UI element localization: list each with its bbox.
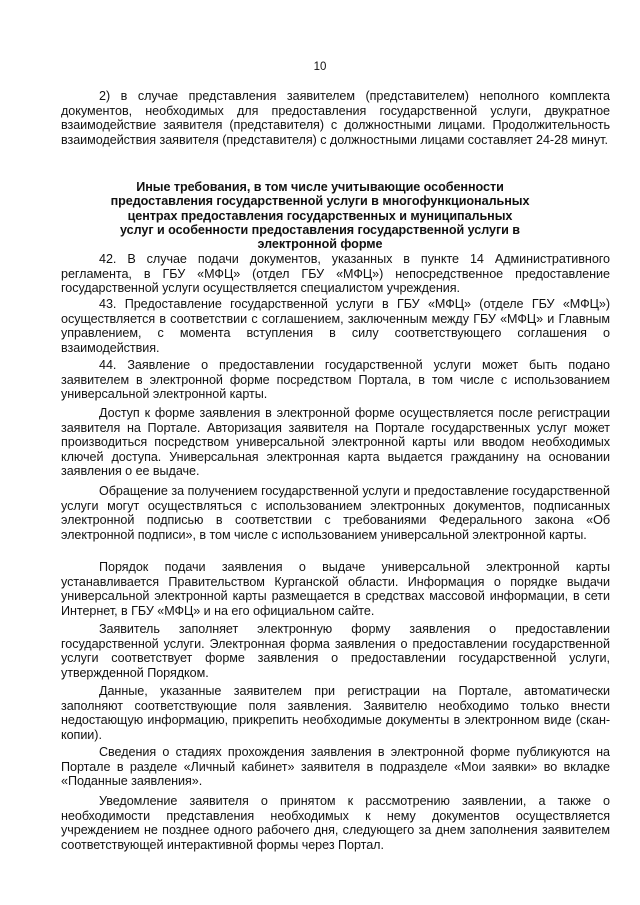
- page-number: 10: [313, 61, 327, 73]
- intro-paragraph: 2) в случае представления заявителем (представителем) неполного комплекта документов, необходимых для предоставления государственной услуги, двукратное взаимодействие заявителя (представителя) с должностными лицами. Продолжительность взаимодействия заявителя (представителя) с должностными лицами составляет 24-28 минут.: [61, 89, 610, 147]
- paragraph-card-order: Порядок подачи заявления о выдаче универсальной электронной карты устанавливается Правительством Курганской области. Информация о порядке выдачи универсальной электронной карты размещается в средствах массовой информации, в сети Интернет, в ГБУ «МФЦ» и на его официальном сайте.: [61, 560, 610, 618]
- paragraph-data: Данные, указанные заявителем при регистрации на Портале, автоматически заполняют соответствующие поля заявления. Заявителю необходимо только внести недостающую информацию, прикрепить необходимые документы в электронном виде (скан-копии).: [61, 684, 610, 742]
- paragraph-form: Заявитель заполняет электронную форму заявления о предоставлении государственной услуги. Электронная форма заявления о предоставлении государственной услуги соответствует форме заявления о предоставлении государственной услуги, утвержденной Порядком.: [61, 622, 610, 680]
- section-heading: Иные требования, в том числе учитывающие особенности предоставления государственной услуги в многофункциональных центрах предоставления государственных и муниципальных услуг и особенности предоставления государственной услуги в электронной форме: [110, 180, 530, 252]
- paragraph-access: Доступ к форме заявления в электронной форме осуществляется после регистрации заявителя на Портале. Авторизация заявителя на Портале государственных услуг может производиться посредством универсальной электронной карты или вводом необходимых ключей доступа. Универсальная электронная карта выдается гражданину на основании заявления о ее выдаче.: [61, 406, 610, 478]
- paragraph-notification: Уведомление заявителя о принятом к рассмотрению заявлении, а также о необходимости представления необходимых к нему документов осуществляется учреждением не позднее одного рабочего дня, следующего за днем заполнения заявителем соответствующей интерактивной формы через Портал.: [61, 794, 610, 852]
- paragraph-44: 44. Заявление о предоставлении государственной услуги может быть подано заявителем в электронной форме посредством Портала, в том числе с использованием универсальной электронной карты.: [61, 358, 610, 401]
- paragraph-stages: Сведения о стадиях прохождения заявления в электронной форме публикуются на Портале в разделе «Личный кабинет» заявителя в подразделе «Мои заявки» во вкладке «Поданные заявления».: [61, 745, 610, 788]
- paragraph-43: 43. Предоставление государственной услуги в ГБУ «МФЦ» (отделе ГБУ «МФЦ») осуществляется в соответствии с соглашением, заключенным между ГБУ «МФЦ» и Главным управлением, с момента вступления в силу соответствующего соглашения о взаимодействия.: [61, 297, 610, 355]
- paragraph-request: Обращение за получением государственной услуги и предоставление государственной услуги могут осуществляться с использованием электронных документов, подписанных электронной подписью в соответствии с требованиями Федерального закона «Об электронной подписи», в том числе с использованием универсальной электронной карты.: [61, 484, 610, 542]
- paragraph-42: 42. В случае подачи документов, указанных в пункте 14 Административного регламента, в ГБУ «МФЦ» (отдел ГБУ «МФЦ») непосредственное предоставление государственной услуги осуществляется специалистом учреждения.: [61, 252, 610, 295]
